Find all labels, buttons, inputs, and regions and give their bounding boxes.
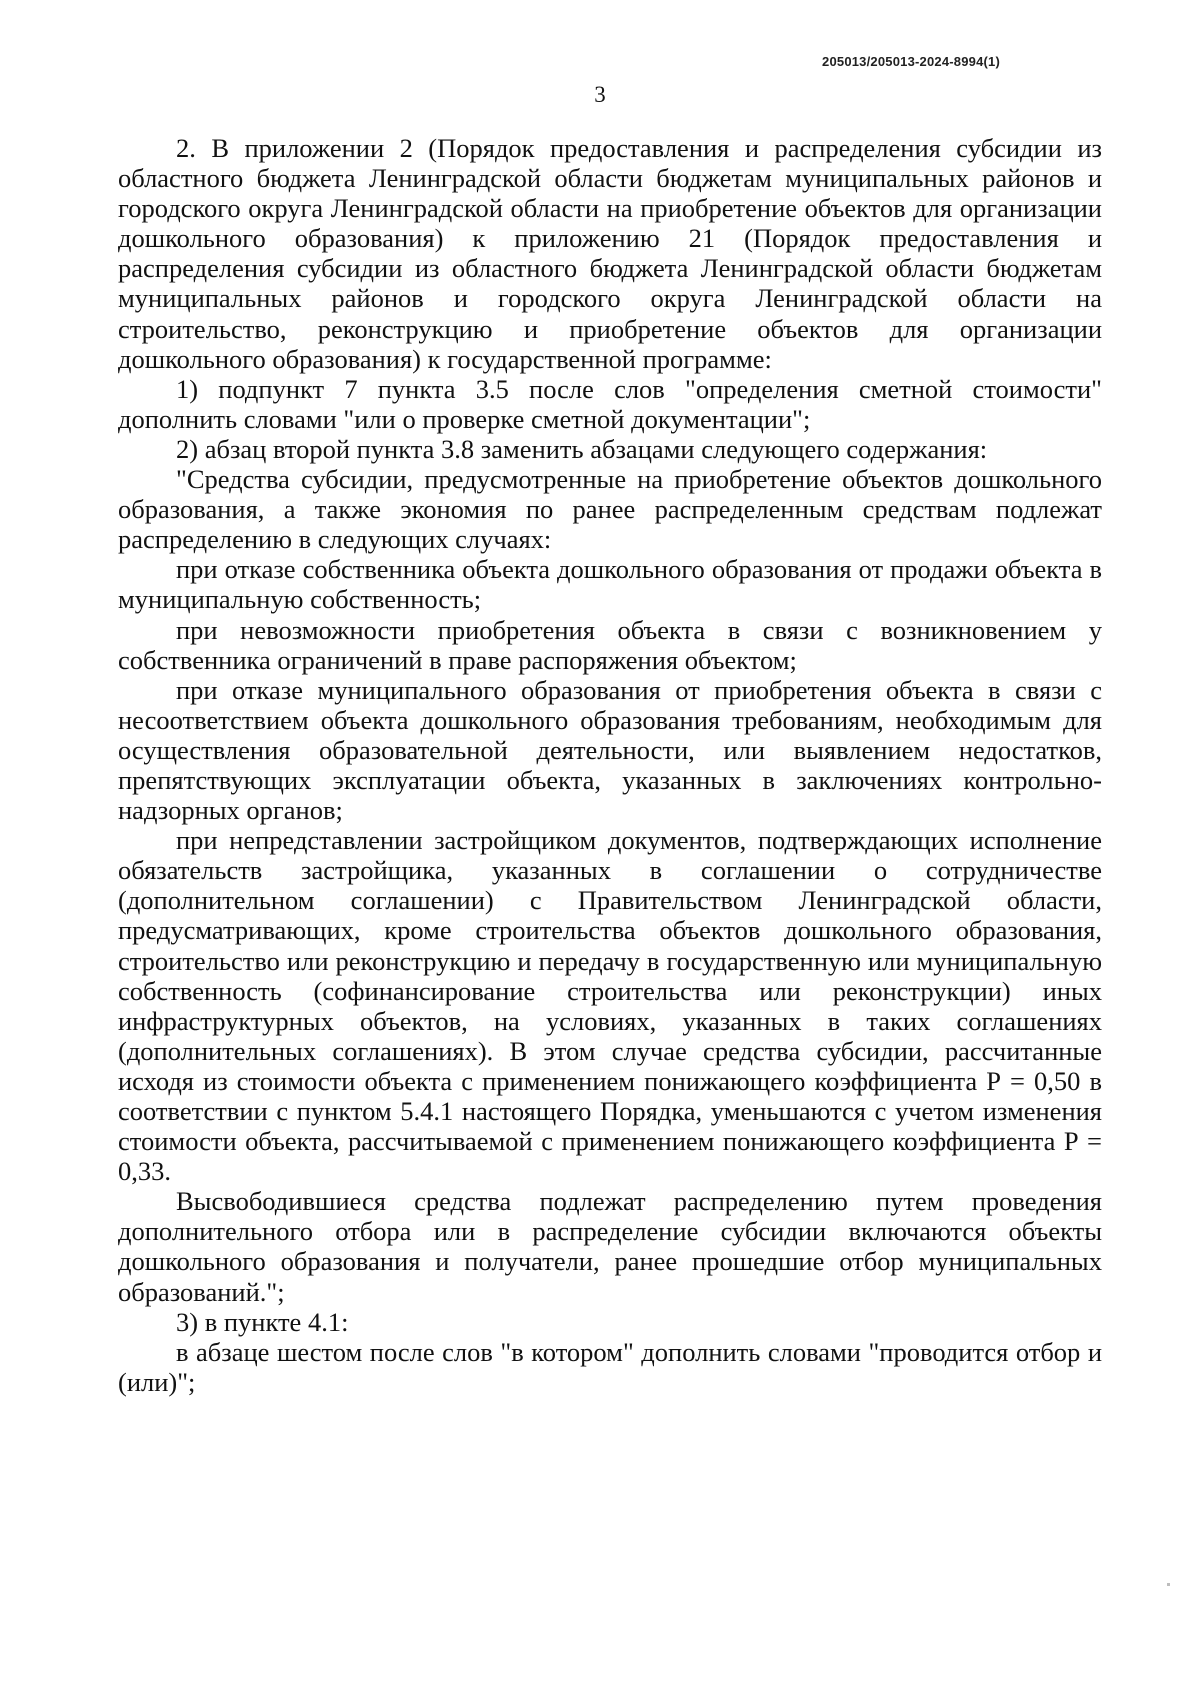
paragraph-case-impossibility: при невозможности приобретения объекта в связи с возникновением у собственника ограничений в праве распоряжения объектом; bbox=[118, 614, 1102, 675]
scan-speck bbox=[1167, 1583, 1170, 1586]
paragraph-sixth-abzac-change: в абзаце шестом после слов "в котором" дополнить словами "проводится отбор и (или)"; bbox=[118, 1336, 1102, 1397]
paragraph-quoted-intro: "Средства субсидии, предусмотренные на приобретение объектов дошкольного образования, а также экономия по ранее распределенным средствам подлежат распределению в следующих случаях: bbox=[118, 464, 1102, 555]
paragraph-released-funds: Высвободившиеся средства подлежат распределению путем проведения дополнительного отбора или в распределение субсидии включаются объекты дошкольного образования и получатели, ранее прошедшие отбор муниципальных образований."; bbox=[118, 1186, 1102, 1307]
paragraph-case-developer-documents: при непредставлении застройщиком документов, подтверждающих исполнение обязательств застройщика, указанных в соглашении о сотрудничестве (дополнительном соглашении) с Правительством Ленинградской области, предусматривающих, кроме строительства объектов дошкольного образования, строительство или реконструкцию и передачу в государственную или муниципальную собственность (софинансирование строительства или реконструкции) иных инфраструктурных объектов, на условиях, указанных в таких соглашениях (дополнительных соглашениях). В этом случае средства субсидии, рассчитанные исходя из стоимости объекта с применением понижающего коэффициента Р = 0,50 в соответствии с пунктом 5.4.1 настоящего Порядка, уменьшаются с учетом изменения стоимости объекта, рассчитываемой с применением понижающего коэффициента Р = 0,33. bbox=[118, 825, 1102, 1187]
paragraph-case-municipal-refusal: при отказе муниципального образования от приобретения объекта в связи с несоответствием объекта дошкольного образования требованиям, необходимым для осуществления образовательной деятельности, или выявлением недостатков, препятствующих эксплуатации объекта, указанных в заключениях контрольно-надзорных органов; bbox=[118, 674, 1102, 826]
paragraph-subitem-2: 2) абзац второй пункта 3.8 заменить абзацами следующего содержания: bbox=[176, 433, 988, 464]
paragraph-subitem-3: 3) в пункте 4.1: bbox=[176, 1306, 349, 1337]
document-registration-code: 205013/205013-2024-8994(1) bbox=[822, 54, 1000, 69]
page-number: 3 bbox=[594, 82, 606, 107]
paragraph-subitem-1: 1) подпункт 7 пункта 3.5 после слов "определения сметной стоимости" дополнить словами "или о проверке сметной документации"; bbox=[118, 373, 1102, 434]
document-body bbox=[118, 133, 1102, 1397]
paragraph-item-2-intro: 2. В приложении 2 (Порядок предоставления и распределения субсидии из областного бюджета Ленинградской области бюджетам муниципальных районов и городского округа Ленинградской области на приобретение объектов для организации дошкольного образования) к приложению 21 (Порядок предоставления и распределения субсидии из областного бюджета Ленинградской области бюджетам муниципальных районов и городского округа Ленинградской области на строительство, реконструкцию и приобретение объектов для организации дошкольного образования) к государственной программе: bbox=[118, 133, 1102, 374]
paragraph-case-owner-refusal: при отказе собственника объекта дошкольного образования от продажи объекта в муниципальную собственность; bbox=[118, 554, 1102, 615]
